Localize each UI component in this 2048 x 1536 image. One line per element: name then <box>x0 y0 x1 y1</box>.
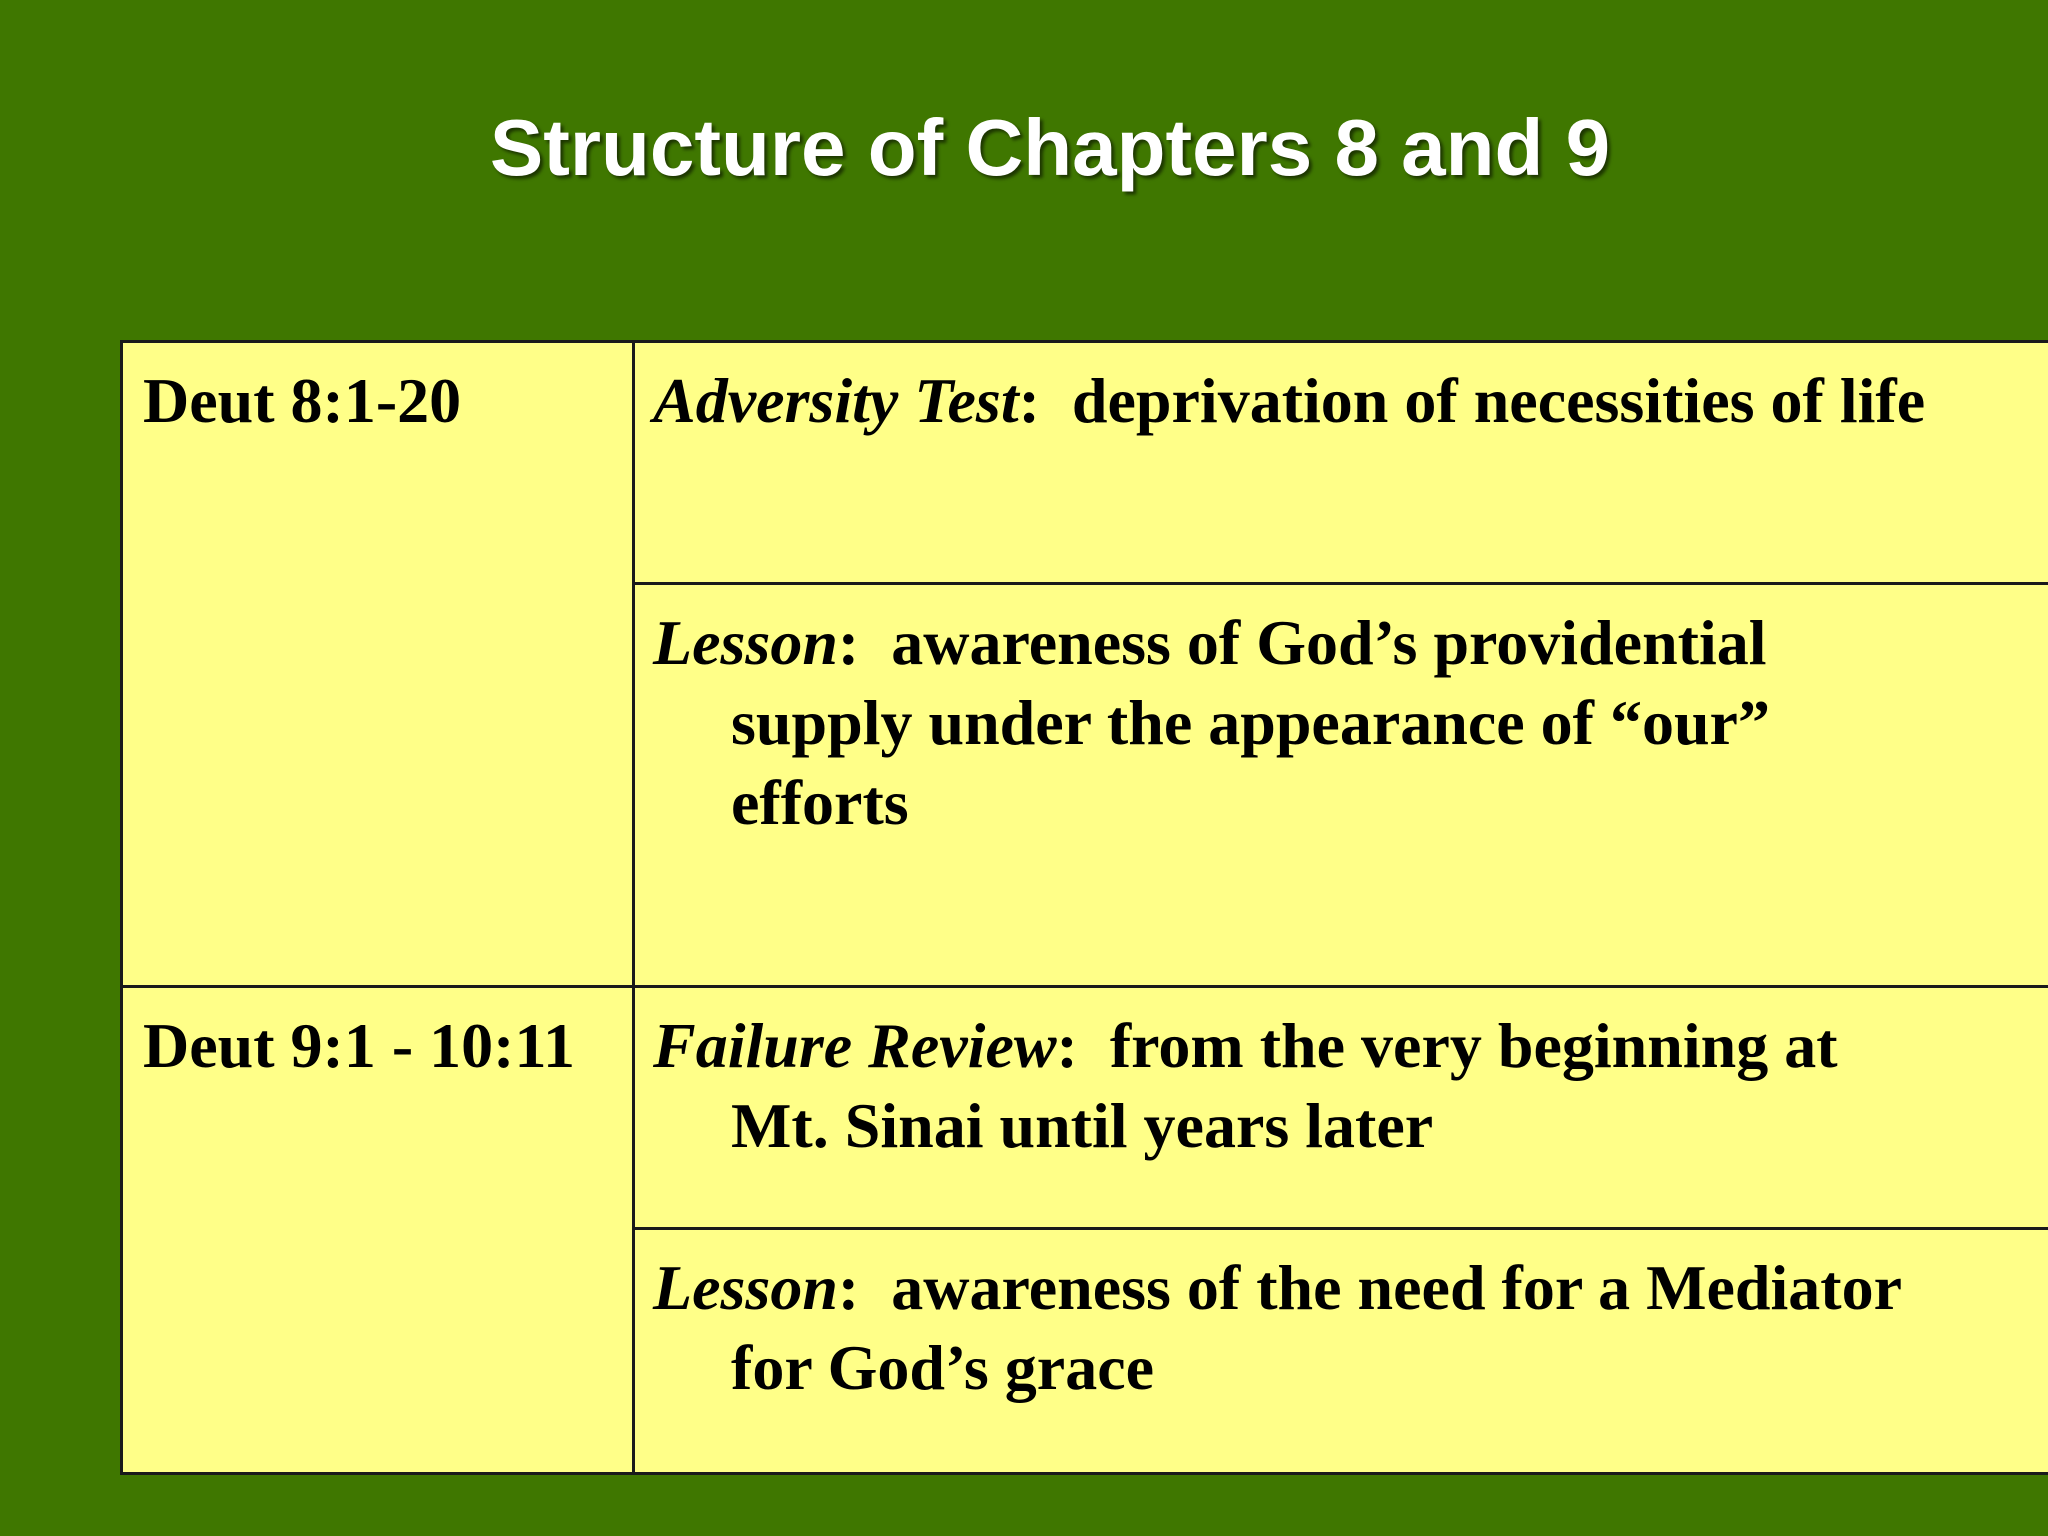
entry-lead: Lesson <box>653 606 838 678</box>
entry-line: for God’s grace <box>731 1332 1154 1404</box>
reference-deut-9: Deut 9:1 - 10:11 <box>143 1010 575 1082</box>
table-row <box>122 987 2048 1229</box>
entry-lesson-mediator <box>653 1248 2039 1408</box>
reference-cell <box>122 987 634 1474</box>
slide-title: Structure of Chapters 8 and 9 <box>489 103 1611 192</box>
entry-line: Mt. Sinai until years later <box>731 1090 1434 1162</box>
entry-lesson-providence <box>653 603 2039 843</box>
entry-separator: : <box>1056 1010 1078 1082</box>
entry-separator: : <box>1018 365 1040 436</box>
table-row <box>122 342 2048 584</box>
entry-separator: : <box>837 1252 860 1324</box>
lesson-cell <box>634 1229 2048 1474</box>
entry-line: awareness of God’s providential <box>891 606 1767 678</box>
entry-lead: Adversity Test <box>653 365 1019 436</box>
entry-line: awareness of the need for a Mediator <box>891 1252 1902 1324</box>
entry-lead: Failure Review <box>653 1010 1057 1082</box>
entry-line: supply under the appearance of “our” <box>731 686 1770 758</box>
review-cell <box>634 987 2048 1229</box>
entry-lead: Lesson <box>653 1252 838 1324</box>
entry-failure-review <box>653 1006 2039 1166</box>
entry-adversity-test <box>653 361 2039 441</box>
lesson-cell <box>634 583 2048 986</box>
reference-deut-8: Deut 8:1-20 <box>143 365 462 436</box>
entry-line: from the very beginning at <box>1109 1010 1838 1082</box>
reference-cell <box>122 342 634 987</box>
structure-table <box>120 340 2048 1475</box>
entry-separator: : <box>837 606 860 678</box>
entry-line: deprivation of necessities of life <box>1071 365 1926 436</box>
entry-line: efforts <box>731 766 909 838</box>
test-cell <box>634 342 2048 584</box>
